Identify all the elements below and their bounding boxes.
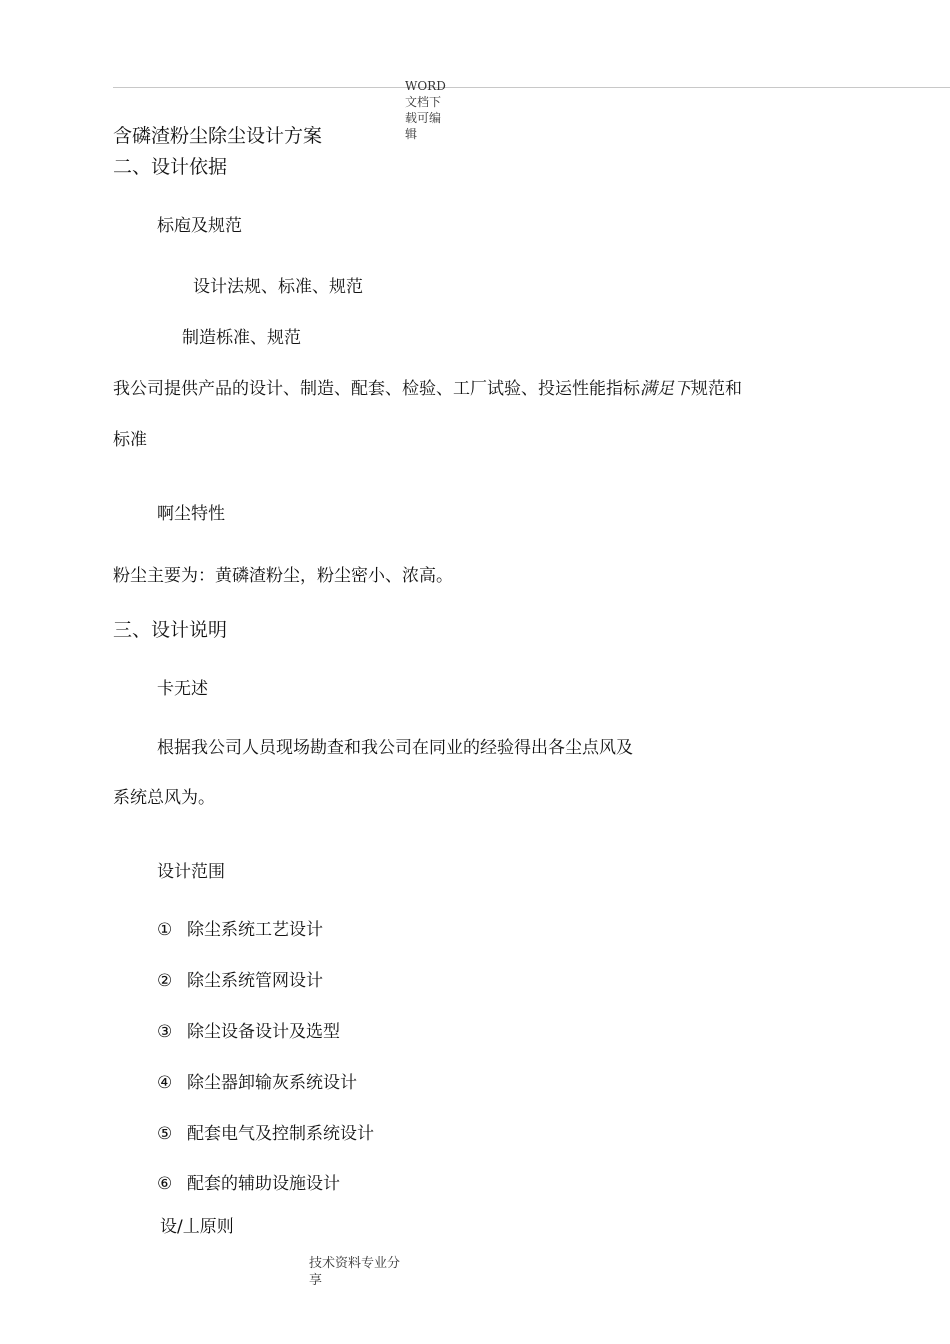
item-design-laws: 设计法规、标准、规范 <box>193 277 363 297</box>
header-note-line: 文档下 <box>405 95 442 109</box>
header-note-line: 辑 <box>405 127 418 141</box>
list-text: 除尘系统管网设计 <box>187 971 323 991</box>
document-title: 含磷渣粉尘除尘设计方案 <box>113 125 323 147</box>
subheading-scope: 设计范围 <box>157 862 225 882</box>
paragraph-overview-line1: 根据我公司人员现场勘查和我公司在同业的经验得出各尘点风及 <box>157 738 633 758</box>
list-item <box>157 920 323 940</box>
list-item <box>157 971 323 991</box>
list-number: ③ <box>157 1022 173 1042</box>
paragraph-company-line1 <box>113 379 742 399</box>
list-text: 除尘设备设计及选型 <box>187 1022 340 1042</box>
paragraph-italic-text: 满足下 <box>640 379 691 399</box>
list-number: ⑥ <box>157 1174 173 1194</box>
list-item <box>157 1174 340 1194</box>
list-number: ⑤ <box>157 1124 173 1144</box>
subheading-standards: 标庖及规范 <box>157 216 242 236</box>
subheading-principles: 设/丄原则 <box>160 1217 234 1237</box>
subheading-dust-properties: 啊尘特性 <box>157 504 225 524</box>
header-note-line: 载可编 <box>405 111 442 125</box>
item-manufacturing-standards: 制造栎准、规范 <box>182 328 301 348</box>
list-item <box>157 1022 340 1042</box>
list-number: ① <box>157 920 173 940</box>
list-number: ② <box>157 971 173 991</box>
paragraph-overview-line2: 系统总风为。 <box>113 788 215 808</box>
list-text: 除尘器卸输灰系统设计 <box>187 1073 357 1093</box>
header-watermark-note <box>405 78 453 142</box>
subheading-overview: 卡无述 <box>157 679 208 699</box>
list-text: 配套的辅助设施设计 <box>187 1174 340 1194</box>
list-text: 除尘系统工艺设计 <box>187 920 323 940</box>
paragraph-company-line2: 标准 <box>113 430 147 450</box>
paragraph-text: 规范和 <box>691 379 742 399</box>
footer-note: 技术资料专业分享 <box>309 1256 401 1288</box>
list-item <box>157 1124 374 1144</box>
header-rule <box>113 87 950 88</box>
section-heading-design-basis: 二、设计依据 <box>113 156 228 178</box>
section-heading-design-description: 三、设计说明 <box>113 619 228 641</box>
header-note-line: WORD <box>405 79 446 93</box>
list-text: 配套电气及控制系统设计 <box>187 1124 374 1144</box>
paragraph-dust: 粉尘主要为：黄磷渣粉尘，粉尘密小、浓高。 <box>113 566 453 586</box>
list-item <box>157 1073 357 1093</box>
paragraph-text: 我公司提供产品的设计、制造、配套、检验、工厂试验、投运性能指标 <box>113 379 640 399</box>
list-number: ④ <box>157 1073 173 1093</box>
